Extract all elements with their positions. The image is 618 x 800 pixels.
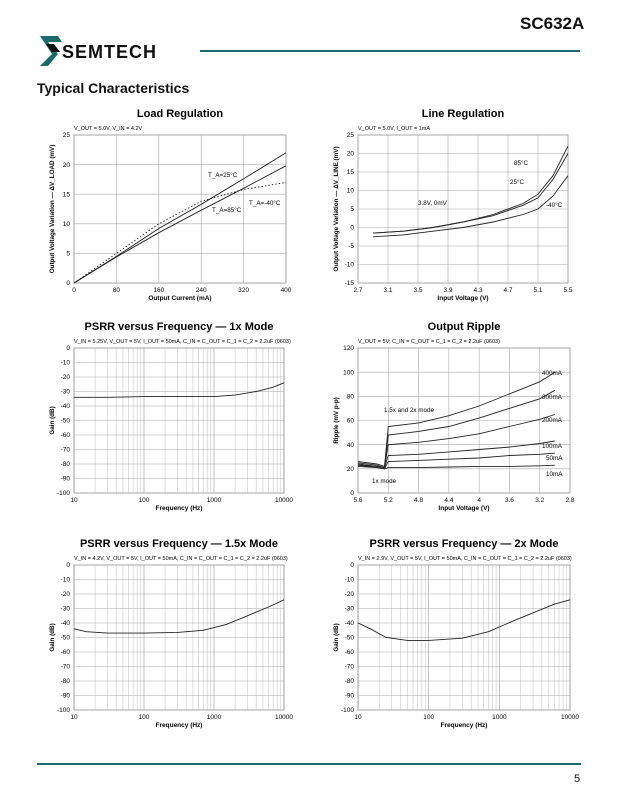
- y-tick-label: -60: [60, 649, 70, 657]
- y-axis-label: Gain (dB): [49, 406, 56, 435]
- y-axis-label: Ripple (mV p-p): [333, 397, 340, 444]
- y-tick-label: -90: [60, 692, 70, 700]
- annotation-label: 10mA: [546, 471, 563, 478]
- y-tick-label: 0: [350, 224, 354, 232]
- y-tick-label: 0: [66, 280, 70, 288]
- y-tick-label: 10: [346, 187, 354, 195]
- chart-subtitle: V_OUT = 5.0V, I_OUT = 1mA: [358, 126, 431, 132]
- y-tick-label: -80: [60, 461, 70, 469]
- chart-title: Output Ripple: [427, 321, 501, 333]
- chart-psrr-1x: [36, 318, 298, 513]
- x-tick-label: 240: [195, 287, 207, 294]
- x-tick-label: 3.6: [504, 497, 514, 504]
- y-tick-label: -90: [60, 475, 70, 483]
- y-tick-label: -10: [344, 261, 354, 269]
- y-tick-label: -40: [60, 403, 70, 411]
- y-tick-label: 0: [350, 490, 354, 498]
- y-tick-label: -50: [60, 417, 70, 425]
- chart-subtitle: V_OUT = 5.0V, V_IN = 4.2V: [74, 126, 143, 132]
- x-axis-label: Frequency (Hz): [155, 722, 203, 729]
- y-tick-label: -5: [348, 243, 354, 251]
- chart-line-regulation: [322, 105, 582, 303]
- x-tick-label: 10: [354, 714, 362, 721]
- y-axis-label: Output Voltage Variation — ΔV_LOAD (mV): [49, 144, 56, 274]
- y-tick-label: 15: [346, 169, 354, 177]
- y-tick-label: 60: [346, 417, 354, 425]
- annotation-label: 3.8V, 0mV: [418, 200, 447, 207]
- x-axis-label: Input Voltage (V): [438, 505, 490, 512]
- y-tick-label: -10: [60, 359, 70, 367]
- x-tick-label: 100: [138, 497, 150, 504]
- annotation-label: 300mA: [542, 394, 562, 401]
- y-tick-label: -70: [60, 663, 70, 671]
- x-tick-label: 1000: [206, 714, 222, 721]
- y-axis-label: Gain (dB): [49, 623, 56, 652]
- y-tick-label: 80: [346, 393, 354, 401]
- y-axis-label: Gain (dB): [333, 623, 340, 652]
- y-tick-label: -100: [56, 490, 70, 498]
- y-tick-label: -100: [340, 707, 354, 715]
- y-axis-label: Output Voltage Variation — ΔV_LINE (mV): [333, 146, 340, 272]
- x-tick-label: 2.7: [353, 287, 363, 294]
- x-tick-label: 3.2: [535, 497, 545, 504]
- annotation-label: 85°C: [514, 160, 529, 167]
- x-tick-label: 400: [280, 287, 292, 294]
- x-tick-label: 1000: [206, 497, 222, 504]
- y-tick-label: -60: [60, 432, 70, 440]
- x-axis-label: Frequency (Hz): [440, 722, 488, 729]
- x-tick-label: 320: [238, 287, 250, 294]
- y-tick-label: -80: [60, 678, 70, 686]
- annotation-label: 25°C: [510, 179, 525, 186]
- chart-output-ripple: [322, 318, 582, 513]
- x-tick-label: 10000: [274, 497, 294, 504]
- x-tick-label: 5.1: [533, 287, 543, 294]
- y-tick-label: -20: [344, 591, 354, 599]
- document-id: SC632A: [520, 14, 585, 33]
- y-tick-label: -40: [344, 620, 354, 628]
- y-tick-label: 40: [346, 441, 354, 449]
- y-tick-label: -70: [60, 446, 70, 454]
- y-tick-label: -30: [60, 605, 70, 613]
- y-tick-label: 20: [62, 161, 70, 169]
- x-tick-label: 4.3: [473, 287, 483, 294]
- y-tick-label: 5: [350, 206, 354, 214]
- header-rule: [200, 50, 580, 52]
- y-tick-label: -40: [60, 620, 70, 628]
- y-tick-label: 0: [350, 562, 354, 570]
- x-tick-label: 4.8: [414, 497, 424, 504]
- y-tick-label: 0: [66, 345, 70, 353]
- brand-name: SEMTECH: [62, 42, 158, 62]
- x-tick-label: 2.8: [565, 497, 575, 504]
- x-tick-label: 80: [112, 287, 121, 294]
- chart-psrr-1-5x: [36, 535, 298, 730]
- annotation-label: T_A=25°C: [208, 172, 238, 179]
- y-tick-label: -50: [60, 634, 70, 642]
- chart-title: PSRR versus Frequency — 1.5x Mode: [79, 538, 279, 550]
- chart-title: PSRR versus Frequency — 2x Mode: [369, 538, 559, 550]
- y-tick-label: 20: [346, 466, 354, 474]
- x-tick-label: 160: [153, 287, 165, 294]
- x-tick-label: 5.6: [353, 497, 363, 504]
- y-tick-label: -30: [60, 388, 70, 396]
- y-tick-label: 100: [343, 369, 354, 377]
- x-tick-label: 10: [70, 497, 78, 504]
- annotation-label: 50mA: [546, 455, 563, 462]
- y-tick-label: -100: [56, 707, 70, 715]
- footer-rule: [37, 763, 581, 765]
- y-tick-label: 25: [346, 132, 354, 140]
- y-tick-label: -20: [60, 374, 70, 382]
- x-tick-label: 4.7: [503, 287, 513, 294]
- y-tick-label: -10: [344, 576, 354, 584]
- annotation-label: T_A=85°C: [212, 207, 242, 214]
- x-tick-label: 10: [70, 714, 78, 721]
- chart-title: Line Regulation: [421, 108, 505, 120]
- y-tick-label: 120: [343, 345, 354, 353]
- y-tick-label: 20: [346, 150, 354, 158]
- chart-subtitle: V_OUT = 5V; C_IN = C_OUT = C_1 = C_2 = 2.2uF (0603): [358, 339, 500, 345]
- chart-psrr-2x: [322, 535, 582, 730]
- chart-title: PSRR versus Frequency — 1x Mode: [84, 321, 274, 333]
- y-tick-label: 15: [62, 191, 70, 199]
- y-tick-label: -50: [344, 634, 354, 642]
- x-tick-label: 3.5: [413, 287, 423, 294]
- y-tick-label: 25: [62, 132, 70, 140]
- annotation-label: 200mA: [542, 417, 562, 424]
- x-tick-label: 5.2: [383, 497, 393, 504]
- y-tick-label: -15: [344, 280, 354, 288]
- chart-subtitle: V_IN = 4.2V, V_OUT = 5V, I_OUT = 50mA, C_IN = C_OUT = C_1 = C_2 = 2.2uF (0603): [74, 556, 288, 562]
- x-axis-label: Output Current (mA): [148, 295, 212, 302]
- y-tick-label: -80: [344, 678, 354, 686]
- chart-subtitle: V_IN = 5.25V, V_OUT = 5V, I_OUT = 50mA, C_IN = C_OUT = C_1 = C_2 = 2.2uF (0603): [74, 339, 291, 345]
- x-tick-label: 3.9: [443, 287, 453, 294]
- x-tick-label: 10000: [560, 714, 580, 721]
- y-tick-label: 5: [66, 250, 70, 258]
- chart-title: Load Regulation: [136, 108, 224, 120]
- annotation-label: -40°C: [546, 202, 563, 209]
- annotation-label: 1.5x and 2x mode: [384, 407, 435, 414]
- x-axis-label: Input Voltage (V): [437, 295, 489, 302]
- x-tick-label: 100: [138, 714, 150, 721]
- y-tick-label: -10: [60, 576, 70, 584]
- chart-subtitle: V_IN = 2.9V, V_OUT = 5V, I_OUT = 50mA, C_IN = C_OUT = C_1 = C_2 = 2.2uF (0603): [358, 556, 572, 562]
- x-axis-label: Frequency (Hz): [155, 505, 203, 512]
- x-tick-label: 1000: [492, 714, 507, 721]
- y-tick-label: 10: [62, 221, 70, 228]
- annotation-label: 400mA: [542, 370, 562, 377]
- y-tick-label: -90: [344, 692, 354, 700]
- page-number: 5: [574, 773, 581, 785]
- y-tick-label: -60: [344, 649, 354, 657]
- section-title: Typical Characteristics: [37, 80, 190, 96]
- y-tick-label: -20: [60, 591, 70, 599]
- annotation-label: 1x mode: [372, 478, 397, 485]
- x-tick-label: 10000: [274, 714, 294, 721]
- y-tick-label: 0: [66, 562, 70, 570]
- x-tick-label: 0: [72, 287, 76, 294]
- y-tick-label: -30: [344, 605, 354, 613]
- x-tick-label: 3.1: [383, 287, 393, 294]
- annotation-label: 100mA: [542, 443, 562, 450]
- x-tick-label: 4.4: [444, 497, 454, 504]
- annotation-label: T_A=-40°C: [249, 200, 281, 207]
- x-tick-label: 100: [423, 714, 435, 721]
- y-tick-label: -70: [344, 663, 354, 671]
- x-tick-label: 4: [477, 497, 481, 504]
- chart-load-regulation: [36, 105, 298, 303]
- x-tick-label: 5.5: [563, 287, 573, 294]
